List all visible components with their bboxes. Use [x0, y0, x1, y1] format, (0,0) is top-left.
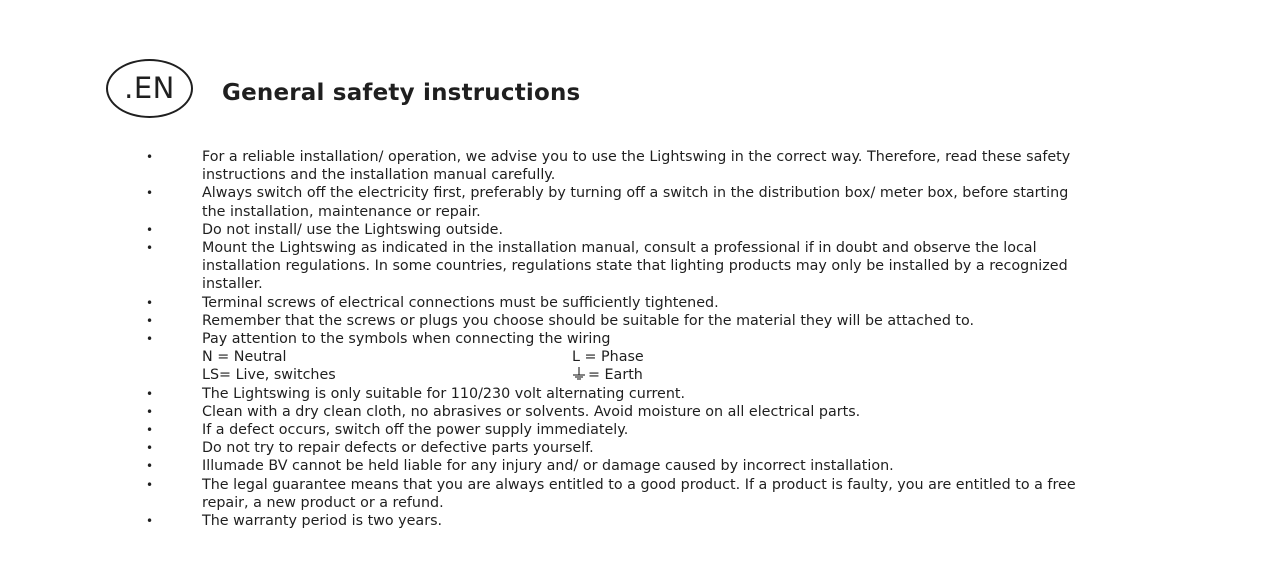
instruction-item	[0, 476, 1076, 512]
instruction-text-line: Do not try to repair defects or defective parts yourself.	[202, 440, 594, 457]
instruction-text-line: Remember that the screws or plugs you choose should be suitable for the material they will be attached to.	[202, 312, 975, 329]
instruction-item	[0, 312, 1076, 330]
language-code: .EN	[124, 70, 175, 105]
wiring-symbol-row	[202, 366, 1076, 384]
symbol-definition: N = Neutral	[202, 349, 287, 366]
symbol-definition: LS= Live, switches	[202, 367, 336, 384]
instruction-item	[0, 330, 1076, 385]
instruction-text-line: If a defect occurs, switch off the power supply immediately.	[202, 422, 629, 439]
instruction-item	[0, 239, 1076, 294]
instruction-text-line: For a reliable installation/ operation, we advise you to use the Lightswing in the correct way. Therefore, read these safety	[202, 149, 1071, 165]
bullet-icon: •	[146, 241, 154, 256]
instruction-item	[0, 385, 1076, 403]
instruction-text-line: Always switch off the electricity first, preferably by turning off a switch in the distribution box/ meter box, before starting	[202, 185, 1069, 202]
bullet-icon: •	[146, 222, 154, 237]
instruction-text-line: instructions and the installation manual carefully.	[202, 167, 556, 184]
symbol-definition	[572, 348, 644, 366]
symbol-definition	[572, 366, 643, 384]
instruction-text-line: Terminal screws of electrical connections must be sufficiently tightened.	[202, 294, 719, 311]
language-badge	[106, 59, 193, 118]
instruction-text-line: Do not install/ use the Lightswing outside.	[202, 221, 503, 238]
safety-instructions-list	[0, 148, 1076, 530]
instruction-text-line: installation regulations. In some countries, regulations state that lighting products may only be installed by a recognized	[202, 258, 1068, 275]
instruction-item	[0, 403, 1076, 421]
instruction-text-line: repair, a new product or a refund.	[202, 494, 444, 511]
symbol-meaning: = Earth	[588, 367, 643, 384]
bullet-icon: •	[146, 386, 154, 401]
bullet-icon: •	[146, 332, 154, 347]
bullet-icon: •	[146, 313, 154, 328]
instruction-text-line: The warranty period is two years.	[202, 513, 443, 530]
earth-ground-icon	[572, 367, 586, 380]
instruction-text-line: Mount the Lightswing as indicated in the installation manual, consult a professional if in doubt and observe the local	[202, 240, 1037, 257]
instruction-text-line: installer.	[202, 276, 263, 293]
bullet-icon: •	[146, 186, 154, 201]
instruction-item	[0, 421, 1076, 439]
instruction-text-line: The legal guarantee means that you are always entitled to a good product. If a product is faulty, you are entitled to a free	[202, 476, 1076, 493]
wiring-symbol-row	[202, 348, 1076, 366]
instruction-item	[0, 439, 1076, 457]
instruction-item	[0, 294, 1076, 312]
bullet-icon: •	[146, 423, 154, 438]
bullet-icon: •	[146, 150, 154, 164]
instruction-text-line: Pay attention to the symbols when connecting the wiring	[202, 331, 611, 348]
bullet-icon: •	[146, 477, 154, 492]
instruction-item	[0, 457, 1076, 475]
page-title: General safety instructions	[222, 80, 581, 106]
instruction-item	[0, 148, 1076, 184]
instruction-text-line: The Lightswing is only suitable for 110/230 volt alternating current.	[202, 385, 686, 402]
instruction-item	[0, 184, 1076, 220]
instruction-text-line: Illumade BV cannot be held liable for any injury and/ or damage caused by incorrect installation.	[202, 458, 894, 475]
bullet-icon: •	[146, 459, 154, 474]
bullet-icon: •	[146, 295, 154, 310]
instruction-text-line: the installation, maintenance or repair.	[202, 203, 481, 220]
symbol-meaning: L = Phase	[572, 349, 644, 366]
bullet-icon: •	[146, 514, 154, 529]
bullet-icon: •	[146, 404, 154, 419]
bullet-icon: •	[146, 441, 154, 456]
instruction-item	[0, 221, 1076, 239]
instruction-text-line: Clean with a dry clean cloth, no abrasives or solvents. Avoid moisture on all electrical parts.	[202, 403, 861, 420]
instruction-item	[0, 512, 1076, 530]
